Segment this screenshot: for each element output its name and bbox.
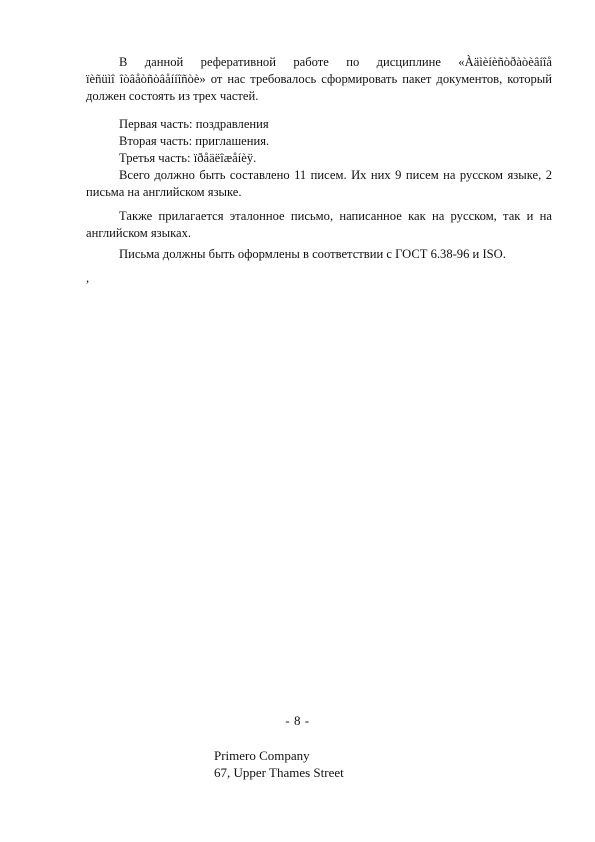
- sample-letter-paragraph: Также прилагается эталонное письмо, написанное как на русском, так и на английском языках.: [86, 209, 552, 240]
- total-letters-paragraph: Всего должно быть составлено 11 писем. Их них 9 писем на русском языке, 2 письма на английском языке.: [86, 168, 552, 199]
- part-one-line: Первая часть: поздравления: [119, 117, 269, 131]
- intro-paragraph: [86, 54, 552, 105]
- part-three-line: Третья часть: ïðåäëîæåíèÿ.: [119, 151, 257, 165]
- stray-mark: ,: [86, 271, 90, 285]
- address-company: Primero Company: [214, 748, 310, 763]
- part-two-line: Вторая часть: приглашения.: [119, 134, 270, 148]
- address-block: [214, 747, 344, 781]
- standard-paragraph: Письма должны быть оформлены в соответствии с ГОСТ 6.38-96 и ISO.: [119, 247, 506, 261]
- intro-line-1: В данной реферативной работе по дисциплине «Àäìèíèñòðàòèâíîå: [119, 55, 552, 69]
- page-number: - 8 -: [285, 713, 310, 728]
- intro-line-2: ïèñüìî îòâåòñòâåííîñòè» от нас требовалось сформировать пакет документов, который должен состоять из трех частей.: [86, 72, 552, 103]
- address-street: 67, Upper Thames Street: [214, 765, 344, 780]
